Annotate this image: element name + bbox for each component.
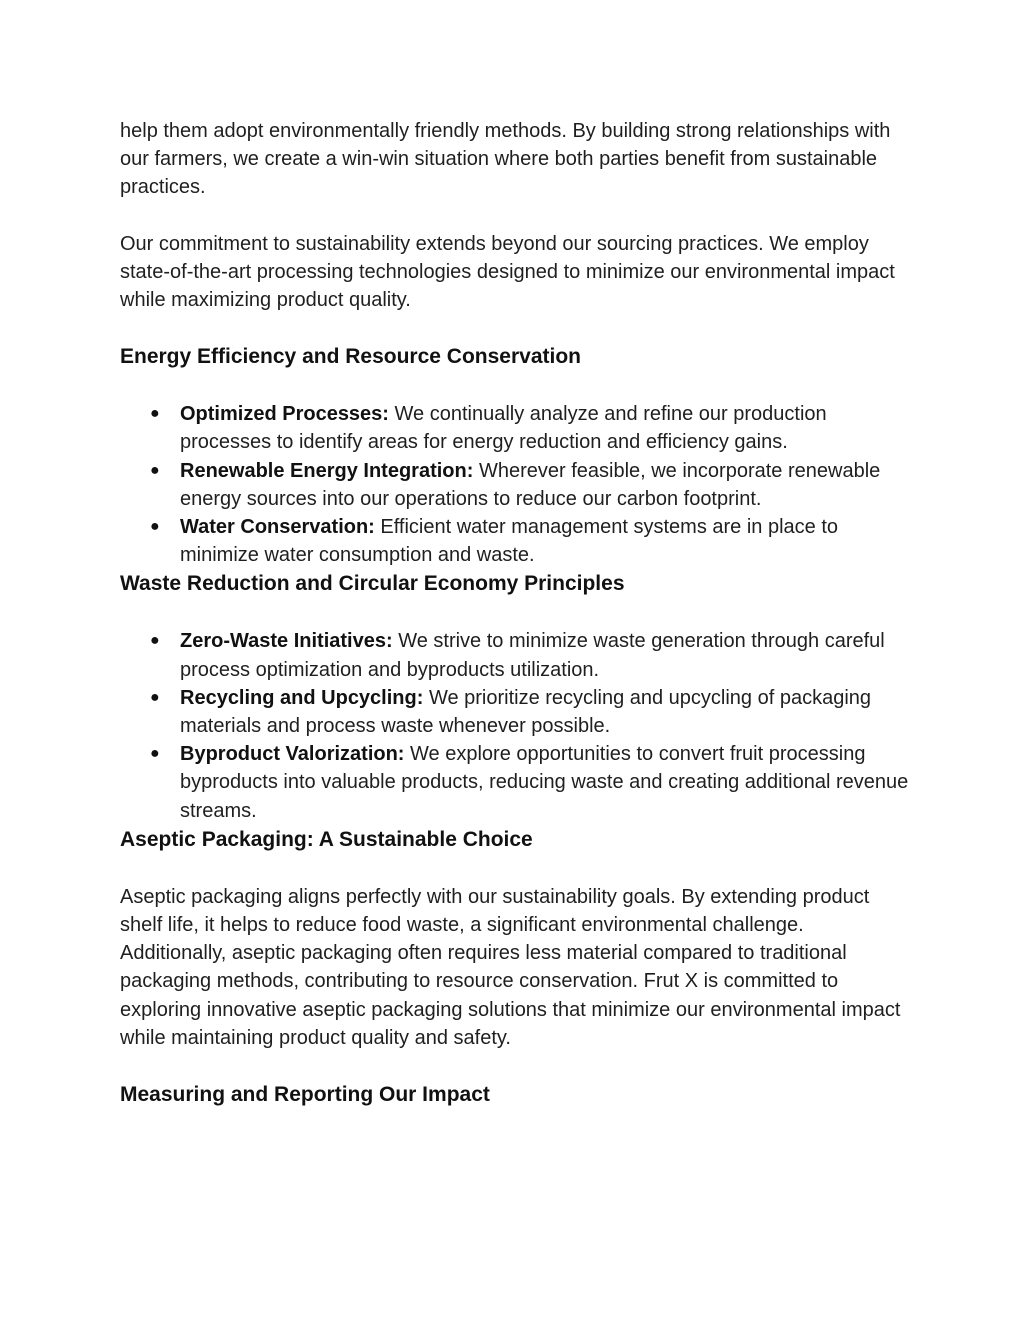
list-item [120, 513, 910, 569]
waste-heading: Waste Reduction and Circular Economy Principles [120, 572, 625, 596]
list-item-text: We continually analyze and refine our production processes to identify areas for energy reduction and efficiency gains. [180, 403, 827, 454]
bullet-icon: ● [150, 688, 160, 706]
list-item-text: Wherever feasible, we incorporate renewable energy sources into our operations to reduce our carbon footprint. [180, 459, 881, 510]
list-item [120, 457, 910, 513]
list-item-title: Recycling and Upcycling: [180, 686, 424, 709]
list-item [120, 740, 910, 825]
list-item-title: Byproduct Valorization: [180, 743, 405, 766]
list-item-text: We strive to minimize waste generation through careful process optimization and byproducts utilization. [180, 630, 885, 681]
list-item-title: Renewable Energy Integration: [180, 459, 474, 482]
intro-continuation-paragraph: help them adopt environmentally friendly methods. By building strong relationships with our farmers, we create a win-win situation where both parties benefit from sustainable practices. [120, 120, 891, 199]
energy-list [120, 400, 910, 569]
list-item-text: Efficient water management systems are in place to minimize water consumption and waste. [180, 516, 839, 567]
list-item-title: Optimized Processes: [180, 403, 389, 426]
list-item-title: Water Conservation: [180, 516, 375, 539]
bullet-icon: ● [150, 632, 160, 650]
commitment-paragraph: Our commitment to sustainability extends beyond our sourcing practices. We employ state-of-the-art processing technologies designed to minimize our environmental impact while maximizing product quality. [120, 232, 895, 312]
bullet-icon: ● [150, 518, 160, 536]
list-item-title: Zero-Waste Initiatives: [180, 630, 393, 653]
document-page [120, 117, 910, 1110]
bullet-icon: ● [150, 405, 160, 423]
bullet-icon: ● [150, 745, 160, 763]
list-item [120, 627, 910, 683]
measuring-heading: Measuring and Reporting Our Impact [120, 1083, 490, 1107]
bullet-icon: ● [150, 461, 160, 479]
aseptic-heading: Aseptic Packaging: A Sustainable Choice [120, 827, 533, 851]
waste-list [120, 627, 910, 824]
list-item-text: We prioritize recycling and upcycling of packaging materials and process waste whenever possible. [180, 686, 872, 738]
list-item-text: We explore opportunities to convert fruit processing byproducts into valuable products, reducing waste and creating additional revenue streams. [180, 743, 909, 822]
list-item [120, 684, 910, 740]
energy-heading: Energy Efficiency and Resource Conservation [120, 345, 581, 369]
aseptic-paragraph: Aseptic packaging aligns perfectly with our sustainability goals. By extending product shelf life, it helps to reduce food waste, a significant environmental challenge. Additionally, aseptic packaging often requires less material compared to traditional packaging methods, contributing to resource conservation. Frut X is committed to exploring innovative aseptic packaging solutions that minimize our environmental impact while maintaining product quality and safety. [120, 885, 901, 1049]
list-item [120, 400, 910, 456]
